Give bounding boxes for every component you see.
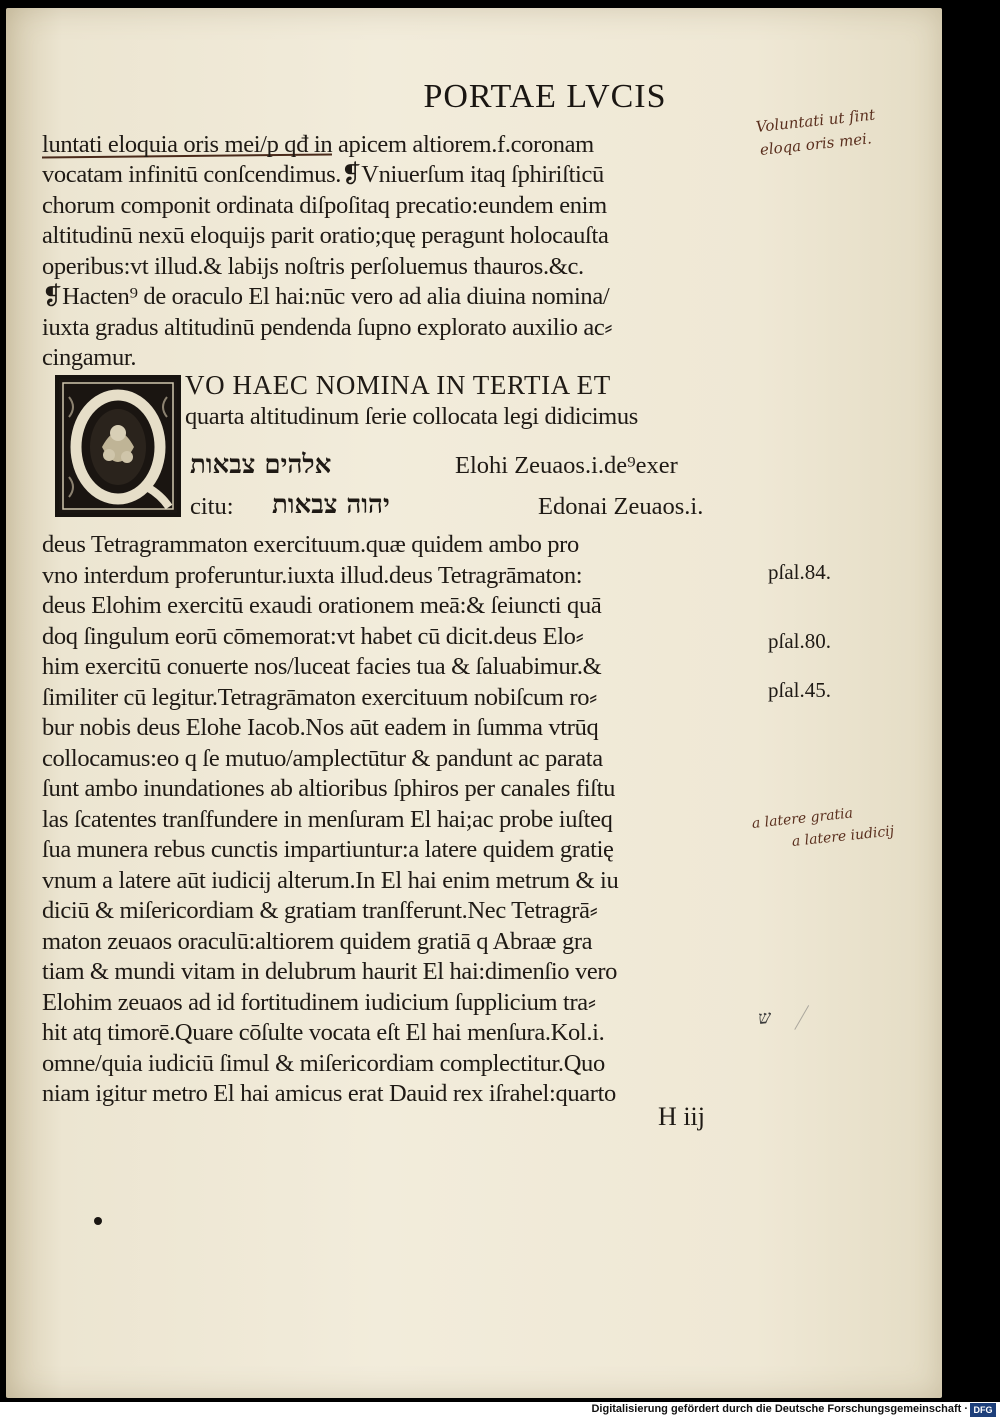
hebrew-gloss-1: Elohi Zeuaos.i.de⁹exer [455,452,678,479]
body-line: vocatam infinitū conſcendimus.❡Vniuerſum itaq ſphiriſticū [42,161,604,188]
footer-credit: Digitalisierung gefördert durch die Deutsche Forschungsgemeinschaft · [591,1403,968,1415]
body-line: ſua munera rebus cunctis impartiuntur:a latere quidem gratię [42,836,614,863]
body-line: deus Elohim exercitū exaudi orationem meā:& ſeiuncti quā [42,592,602,619]
body-line: ❡Hacten⁹ de oraculo El hai:nūc vero ad alia diuina nomina/ [42,283,610,310]
body-line: vnum a latere aūt iudicij alterum.In El hai enim metrum & iu [42,867,619,894]
body-line: luntati eloquia oris mei/p qđ in apicem altiorem.f.coronam [42,131,594,158]
body-line: chorum componit ordinata diſpoſitaq precatio:eundem enim [42,192,607,219]
body-line: las ſcatentes tranſfundere in menſuram El hai;ac probe iuſteq [42,806,613,833]
body-line: deus Tetragrammaton exercituum.quæ quidem ambo pro [42,531,579,558]
chapter-heading-line: VO HAEC NOMINA IN TERTIA ET [185,370,611,400]
body-line: diciū & miſericordiam & gratiam tranſferunt.Nec Tetragrā⸗ [42,897,598,924]
marginal-ref-psalm-84: pſal.84. [768,560,831,584]
marginal-ref-psalm-80: pſal.80. [768,629,831,653]
handwritten-note: Voluntati ut ſint [755,105,876,136]
dfg-logo: DFG [970,1403,996,1417]
handwritten-note: ש [756,1006,772,1029]
body-line: ſimiliter cū legitur.Tetragrāmaton exercituum nobiſcum ro⸗ [42,684,597,711]
hebrew-gloss-2: Edonai Zeuaos.i. [538,493,704,520]
line-citu: citu: [190,493,234,520]
body-line: maton zeuaos oraculū:altiorem quidem gratiā q Abraæ gra [42,928,593,955]
body-line: altitudinū nexū eloquijs parit oratio;quę peragunt holocauſta [42,222,609,249]
signature-mark: H iij [658,1102,705,1131]
body-line: iuxta gradus altitudinū pendenda ſupno explorato auxilio ac⸗ [42,314,613,341]
body-line: collocamus:eo q ſe mutuo/amplectūtur & pandunt ac parata [42,745,603,772]
chapter-line: quarta altitudinum ſerie collocata legi didicimus [185,403,638,430]
body-line: cingamur. [42,344,137,371]
body-line: tiam & mundi vitam in delubrum haurit El hai:dimenſio vero [42,958,618,985]
body-line: bur nobis deus Elohe Iacob.Nos aūt eadem in ſumma vtrūq [42,714,599,741]
body-line: operibus:vt illud.& labijs noſtris perſoluemus thauros.&c. [42,253,584,280]
hebrew-yhwh-zevaot: יהוה צבאות [272,490,390,520]
body-line: niam igitur metro El hai amicus erat Dauid rex iſrahel:quarto [42,1080,616,1107]
running-head: PORTAE LVCIS [423,78,667,115]
handwritten-note: eloqa oris mei. [759,129,873,159]
body-line: doq ſingulum eorū cōmemorat:vt habet cū dicit.deus Elo⸗ [42,623,584,650]
body-line: hit atq timorē.Quare cōſulte vocata eſt El hai menſura.Kol.i. [42,1019,605,1046]
ink-dot [94,1217,102,1225]
body-line: omne/quia iudiciū ſimul & miſericordiam complectitur.Quo [42,1050,605,1077]
body-line: vno interdum proferuntur.iuxta illud.deus Tetragrāmaton: [42,562,583,589]
handwritten-note: a latere gratia [751,805,854,832]
marginal-ref-psalm-45: pſal.45. [768,678,831,702]
hebrew-elohim-zevaot: אלהים צבאות [190,450,332,480]
body-line: ſunt ambo inundationes ab altioribus ſphiros per canales fiſtu [42,775,615,802]
handwritten-note: a latere iudicij [791,823,895,850]
body-line: him exercitū conuerte nos/luceat facies tua & ſaluabimur.& [42,653,602,680]
body-line: Elohim zeuaos ad id fortitudinem iudicium ſupplicium tra⸗ [42,989,596,1016]
decorated-initial-q [55,375,181,517]
